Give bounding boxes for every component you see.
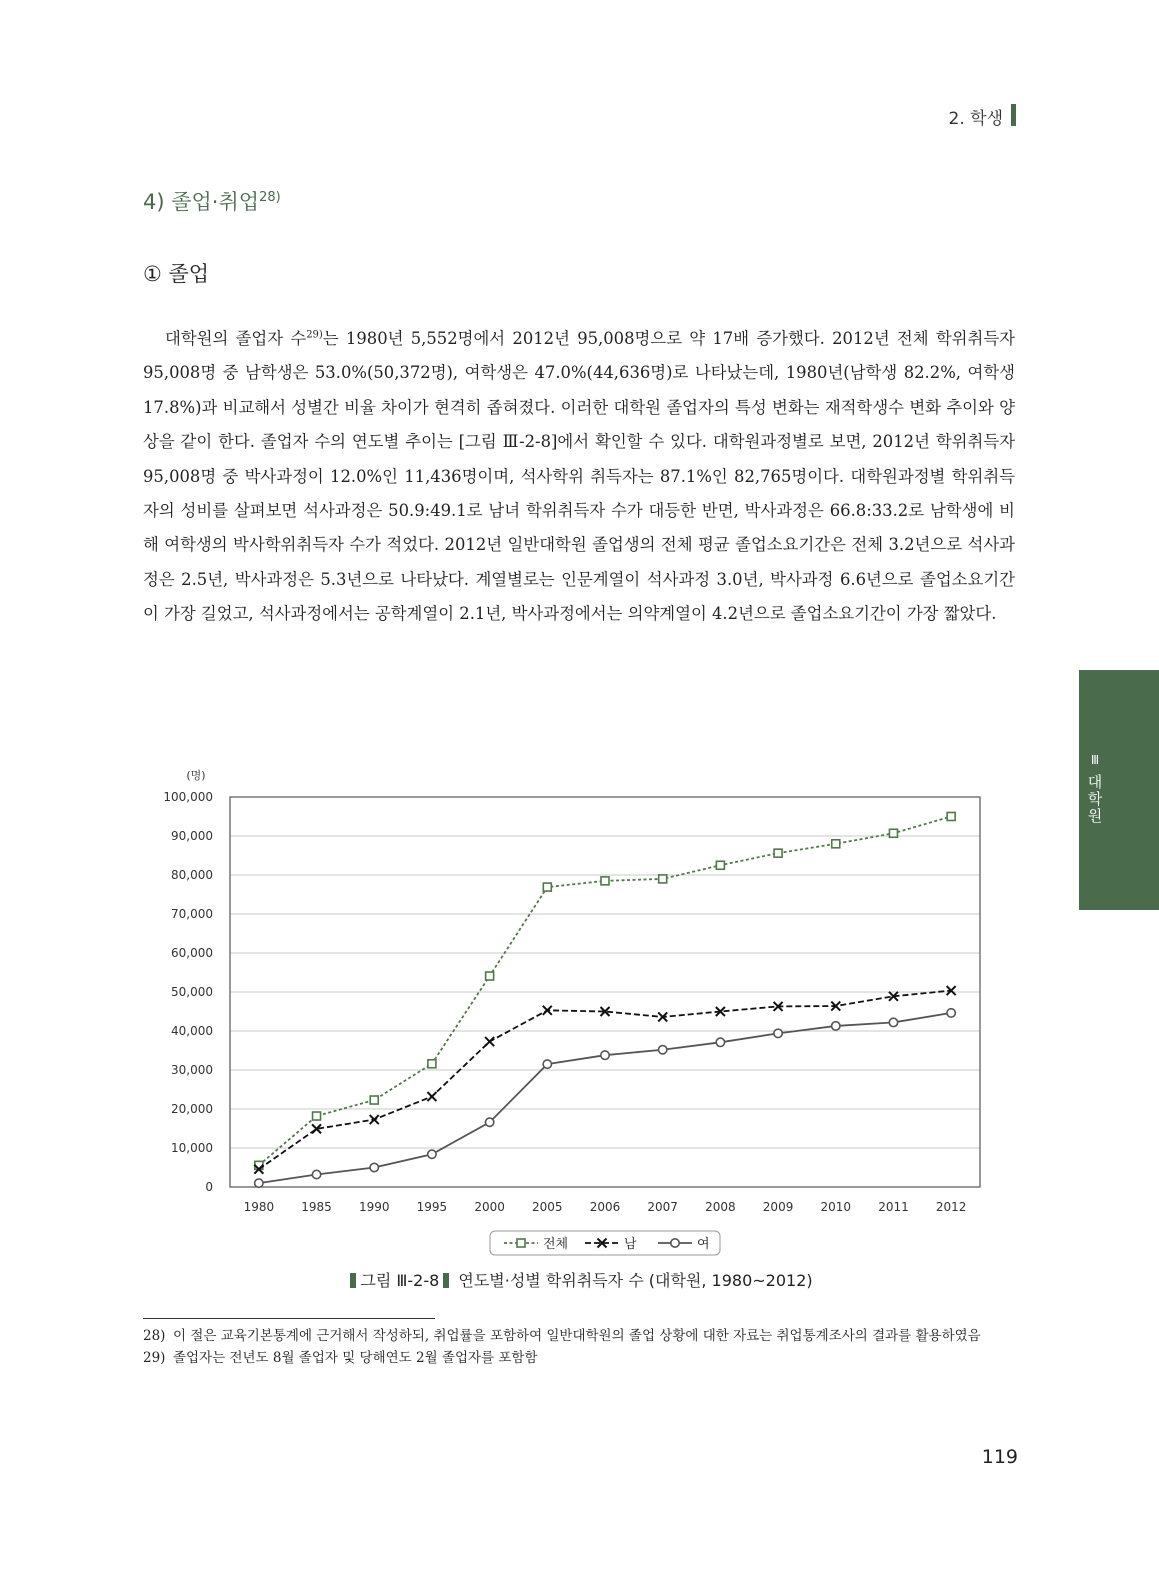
page-number: 119 — [981, 1446, 1018, 1468]
data-point-series-1 — [889, 829, 897, 837]
data-point-series-1 — [370, 1096, 378, 1104]
caption-label: 그림 Ⅲ-2-8 — [360, 1271, 440, 1290]
chapter-char-3: 원 — [1087, 807, 1103, 825]
chapter-char-2: 학 — [1087, 790, 1103, 808]
data-point-series-3 — [716, 1038, 724, 1046]
footnote-28 — [143, 1325, 1015, 1347]
chapter-side-tab-label — [1086, 752, 1104, 825]
data-point-series-3 — [774, 1029, 782, 1037]
y-tick-label: 90,000 — [171, 829, 213, 843]
y-tick-label: 70,000 — [171, 907, 213, 921]
y-tick-label: 30,000 — [171, 1063, 213, 1077]
footnote-text: 졸업자는 전년도 8월 졸업자 및 당해연도 2월 졸업자를 포함함 — [173, 1350, 538, 1366]
y-tick-label: 40,000 — [171, 1024, 213, 1038]
section-title — [143, 186, 281, 216]
y-axis-unit-label: (명) — [186, 769, 206, 782]
x-tick-label: 1985 — [301, 1200, 332, 1214]
footnotes — [143, 1325, 1015, 1369]
x-tick-label: 2008 — [705, 1200, 736, 1214]
legend-marker — [671, 1239, 679, 1247]
x-tick-label: 2006 — [589, 1200, 621, 1214]
data-point-series-3 — [601, 1051, 609, 1059]
data-point-series-3 — [312, 1170, 320, 1178]
chapter-numeral: Ⅲ — [1090, 753, 1100, 767]
y-tick-label: 50,000 — [171, 985, 213, 999]
body-text-seg2: 는 1980년 5,552명에서 2012년 95,008명으로 약 17배 증가했다. 2012년 전체 학위취득자 95,008명 중 남학생은 53.0%(50,372명), 여학생은 47.0%(44,636명)로 나타났는데, 1980년(남학생 82.2%, 여학생 17.8%)과 비교해서 성별간 비율 차이가 현격히 좁혀졌다. 이러한 대학원 졸업자의 특성 변화는 재적학생수 변화 추이와 양상을 같이 한다. 졸업자 수의 연도별 추이는 [그림 Ⅲ-2-8]에서 확인할 수 있다. 대학원과정별로 보면, 2012년 학위취득자 95,008명 중 박사과정이 12.0%인 11,436명이며, 석사학위 취득자는 87.1%인 82,765명이다. 대학원과정별 학위취득자의 성비를 살펴보면 석사과정은 50.9:49.1로 남녀 학위취득자 수가 대등한 반면, 박사과정은 66.8:33.2로 남학생에 비해 여학생의 박사학위취득자 수가 적었다. 2012년 일반대학원 졸업생의 전체 평균 졸업소요기간은 전체 3.2년으로 석사과정은 2.5년, 박사과정은 5.3년으로 나타났다. 계열별로는 인문계열이 석사과정 3.0년, 박사과정 6.6년으로 졸업소요기간이 가장 길었고, 석사과정에서는 공학계열이 2.1년, 박사과정에서는 의약계열이 4.2년으로 졸업소요기간이 가장 짧았다. — [143, 329, 1016, 624]
x-tick-label: 2010 — [820, 1200, 852, 1214]
x-tick-label: 1995 — [416, 1200, 448, 1214]
x-tick-label: 2011 — [878, 1200, 909, 1214]
footnote-29 — [143, 1347, 1015, 1369]
data-point-series-3 — [832, 1022, 840, 1030]
x-tick-label: 1990 — [358, 1200, 390, 1214]
x-tick-label: 2009 — [762, 1200, 794, 1214]
data-point-series-3 — [370, 1163, 378, 1171]
data-point-series-3 — [947, 1009, 955, 1017]
footnote-text: 이 절은 교육기본통계에 근거해서 작성하되, 취업률을 포함하여 일반대학원의 졸업 상황에 대한 자료는 취업통계조사의 결과를 활용하였음 — [173, 1328, 981, 1344]
series-line-3 — [259, 1013, 951, 1183]
y-tick-label: 20,000 — [171, 1102, 213, 1116]
data-point-series-1 — [543, 883, 551, 891]
chapter-char-1: 대 — [1087, 773, 1103, 791]
data-point-series-2 — [485, 1037, 494, 1046]
x-tick-label: 1980 — [243, 1200, 275, 1214]
data-point-series-3 — [428, 1150, 436, 1158]
data-point-series-1 — [947, 812, 955, 820]
data-point-series-3 — [658, 1046, 666, 1054]
footnote-number: 28) — [143, 1328, 166, 1344]
y-tick-label: 10,000 — [171, 1141, 213, 1155]
running-head: 2. 학생 — [948, 109, 1003, 129]
caption-mark-right — [443, 1273, 449, 1288]
section-title-text: 4) 졸업·취업 — [143, 190, 260, 214]
data-point-series-1 — [716, 861, 724, 869]
line-chart — [140, 760, 1020, 1260]
data-point-series-1 — [428, 1060, 436, 1068]
data-point-series-3 — [485, 1118, 493, 1126]
data-point-series-1 — [774, 849, 782, 857]
body-paragraph — [143, 322, 1015, 632]
caption-text: 연도별·성별 학위취득자 수 (대학원, 1980~2012) — [458, 1271, 813, 1290]
footnote-number: 29) — [143, 1350, 166, 1366]
x-tick-label: 2005 — [532, 1200, 563, 1214]
data-point-series-3 — [889, 1018, 897, 1026]
figure-caption — [0, 1268, 1159, 1291]
data-point-series-2 — [370, 1115, 379, 1124]
data-point-series-1 — [313, 1112, 321, 1120]
data-point-series-3 — [543, 1060, 551, 1068]
y-tick-label: 60,000 — [171, 946, 213, 960]
running-head-bar — [1011, 104, 1016, 126]
data-point-series-3 — [255, 1179, 263, 1187]
data-point-series-1 — [601, 877, 609, 885]
legend-label: 전체 — [543, 1237, 569, 1252]
caption-mark-left — [350, 1273, 356, 1288]
y-tick-label: 0 — [205, 1180, 213, 1194]
series-line-2 — [259, 991, 951, 1170]
legend-label: 남 — [624, 1237, 637, 1252]
x-tick-label: 2012 — [935, 1200, 967, 1214]
y-tick-label: 80,000 — [171, 868, 213, 882]
sub-title: ① 졸업 — [143, 262, 210, 286]
legend-label: 여 — [697, 1237, 710, 1252]
footnote-divider — [143, 1318, 435, 1319]
body-footnote-ref: 29) — [306, 329, 323, 341]
series-line-1 — [259, 816, 951, 1165]
section-title-footnote-ref: 28) — [259, 190, 281, 205]
data-point-series-2 — [543, 1006, 552, 1015]
x-tick-label: 2000 — [474, 1200, 505, 1214]
data-point-series-1 — [832, 840, 840, 848]
legend-marker — [517, 1239, 525, 1247]
data-point-series-2 — [427, 1092, 436, 1101]
data-point-series-1 — [659, 875, 667, 883]
data-point-series-1 — [486, 972, 494, 980]
y-tick-label: 100,000 — [163, 790, 213, 804]
body-text-seg1: 대학원의 졸업자 수 — [165, 329, 307, 348]
x-tick-label: 2007 — [647, 1200, 678, 1214]
